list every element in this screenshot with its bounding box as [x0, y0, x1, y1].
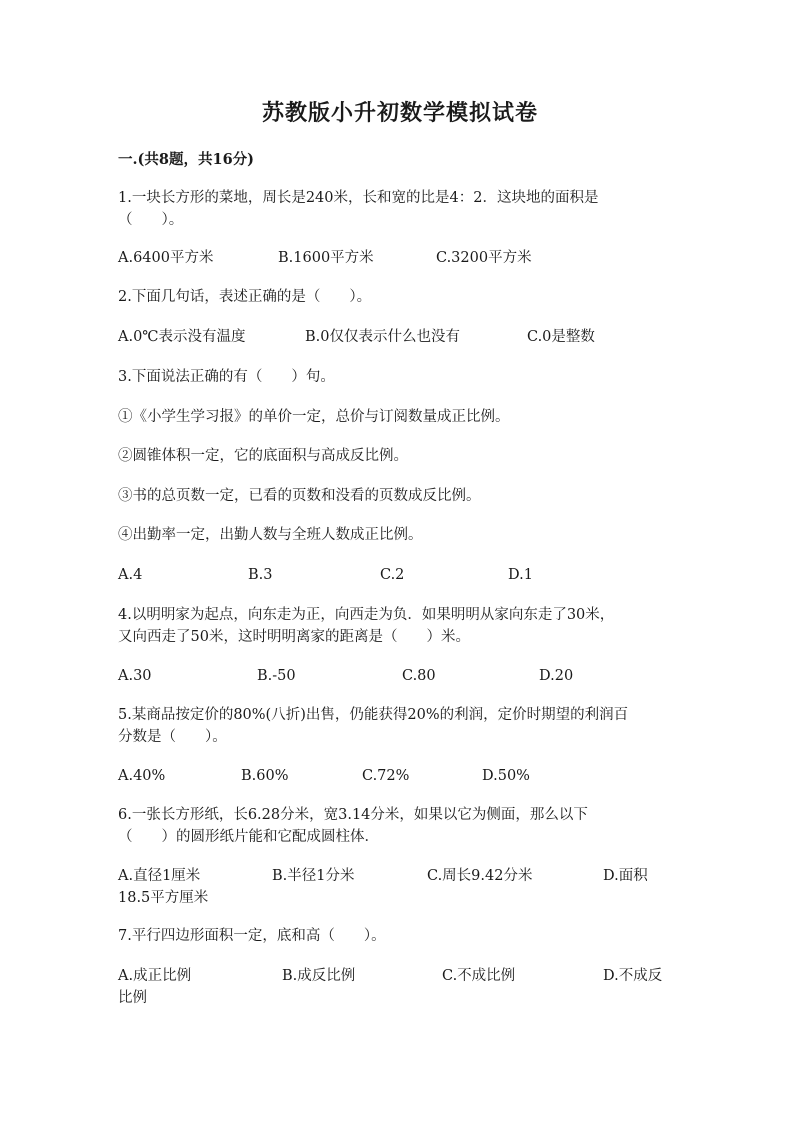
- question-2-option-c: C.0是整数: [527, 329, 595, 345]
- question-5-option-c: C.72%: [362, 768, 410, 784]
- question-7-option-d: D.不成反: [603, 968, 663, 984]
- question-3-option-d: D.1: [508, 567, 533, 583]
- question-6-line-1: 6.一张长方形纸，长6.28分米，宽3.14分米，如果以它为侧面，那么以下: [118, 807, 588, 823]
- question-4-option-a: A.30: [118, 668, 152, 684]
- question-6-line-2: （ ）的圆形纸片能和它配成圆柱体．: [118, 829, 379, 845]
- question-4-option-b: B.-50: [257, 668, 296, 684]
- question-2-line-1: 2.下面几句话，表述正确的是（ ）。: [118, 289, 372, 305]
- question-6-option-d-continued: 18.5平方厘米: [118, 890, 209, 906]
- question-4-option-c: C.80: [402, 668, 436, 684]
- section-header: 一.(共8题，共16分): [118, 151, 255, 168]
- question-6-option-a: A.直径1厘米: [118, 868, 201, 884]
- question-7-line-1: 7.平行四边形面积一定，底和高（ ）。: [118, 928, 386, 944]
- question-6-option-b: B.半径1分米: [272, 868, 355, 884]
- question-5-option-d: D.50%: [482, 768, 530, 784]
- question-3-line-1: 3.下面说法正确的有（ ）句。: [118, 369, 335, 385]
- question-7-option-d-continued: 比例: [118, 990, 147, 1006]
- question-3-option-c: C.2: [380, 567, 405, 583]
- question-4-option-d: D.20: [539, 668, 574, 684]
- question-5-line-1: 5.某商品按定价的80%(八折)出售，仍能获得20%的利润，定价时期望的利润百: [118, 707, 629, 723]
- question-4-line-1: 4.以明明家为起点，向东走为正，向西走为负．如果明明从家向东走了30米，: [118, 607, 615, 623]
- page-title: 苏教版小升初数学模拟试卷: [261, 100, 538, 126]
- question-1-line-1: 1.一块长方形的菜地，周长是240米，长和宽的比是4：2．这块地的面积是: [118, 190, 599, 206]
- question-3-statement-2: ②圆锥体积一定，它的底面积与高成反比例。: [118, 448, 408, 464]
- question-3-statement-4: ④出勤率一定，出勤人数与全班人数成正比例。: [118, 527, 423, 543]
- question-5-option-b: B.60%: [241, 768, 289, 784]
- question-5-line-2: 分数是（ ）。: [118, 729, 227, 745]
- question-6-option-d: D.面积: [603, 868, 648, 884]
- question-2-option-b: B.0仅仅表示什么也没有: [305, 329, 460, 345]
- question-3-statement-1: ①《小学生学习报》的单价一定，总价与订阅数量成正比例。: [118, 409, 510, 425]
- question-1-option-b: B.1600平方米: [278, 250, 374, 266]
- question-3-option-a: A.4: [118, 567, 143, 583]
- question-1-line-2: （ ）。: [118, 212, 184, 228]
- question-1-option-a: A.6400平方米: [118, 250, 214, 266]
- question-4-line-2: 又向西走了50米，这时明明离家的距离是（ ）米。: [118, 629, 470, 645]
- question-5-option-a: A.40%: [118, 768, 166, 784]
- question-3-option-b: B.3: [248, 567, 273, 583]
- question-6-option-c: C.周长9.42分米: [427, 868, 533, 884]
- question-2-option-a: A.0℃表示没有温度: [118, 329, 246, 345]
- question-3-statement-3: ③书的总页数一定，已看的页数和没看的页数成反比例。: [118, 488, 481, 504]
- question-7-option-c: C.不成比例: [442, 968, 516, 984]
- question-1-option-c: C.3200平方米: [436, 250, 532, 266]
- question-7-option-a: A.成正比例: [118, 968, 192, 984]
- question-7-option-b: B.成反比例: [282, 968, 356, 984]
